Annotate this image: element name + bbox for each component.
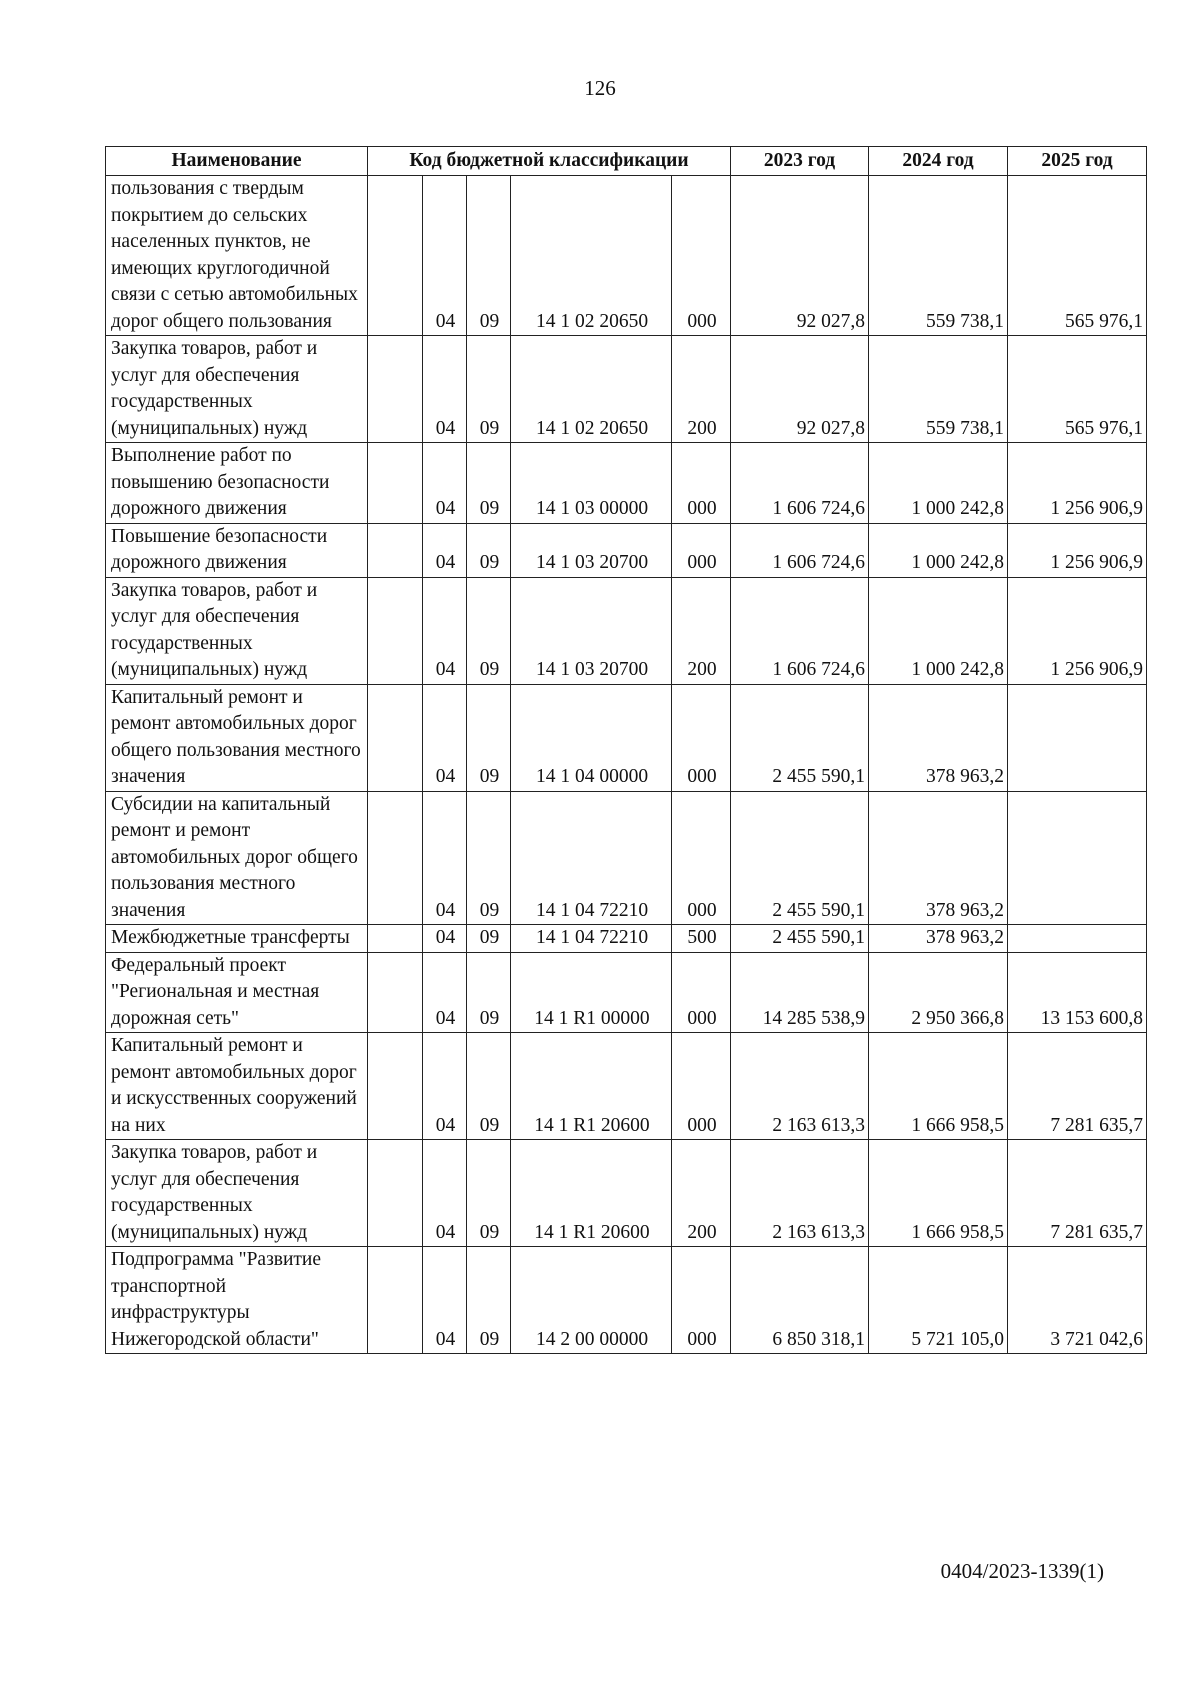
cell-code-blank	[368, 684, 423, 791]
table-row	[106, 952, 1147, 1033]
cell-code-blank	[368, 1033, 423, 1140]
cell-section: 04	[423, 952, 467, 1033]
cell-2024: 1 000 242,8	[869, 443, 1008, 524]
cell-2025	[1008, 684, 1147, 791]
cell-subsection: 09	[467, 1033, 511, 1140]
cell-name: Закупка товаров, работ и услуг для обеспечения государственных (муниципальных) нужд	[106, 336, 368, 443]
cell-2024: 378 963,2	[869, 791, 1008, 925]
header-code: Код бюджетной классификации	[368, 147, 731, 176]
cell-2025: 7 281 635,7	[1008, 1140, 1147, 1247]
cell-name: Капитальный ремонт и ремонт автомобильных дорог общего пользования местного значения	[106, 684, 368, 791]
cell-section: 04	[423, 176, 467, 336]
cell-expense-type: 000	[672, 1033, 731, 1140]
cell-2025: 1 256 906,9	[1008, 523, 1147, 577]
cell-2024: 1 000 242,8	[869, 523, 1008, 577]
cell-section: 04	[423, 925, 467, 953]
table-body	[106, 176, 1147, 1354]
table-row	[106, 443, 1147, 524]
table-row	[106, 925, 1147, 953]
cell-2024: 1 000 242,8	[869, 577, 1008, 684]
cell-name: Субсидии на капитальный ремонт и ремонт автомобильных дорог общего пользования местного значения	[106, 791, 368, 925]
cell-target-item: 14 1 03 00000	[511, 443, 672, 524]
cell-2024: 1 666 958,5	[869, 1033, 1008, 1140]
cell-2023: 2 163 613,3	[731, 1033, 869, 1140]
cell-2024: 378 963,2	[869, 684, 1008, 791]
cell-subsection: 09	[467, 952, 511, 1033]
cell-expense-type: 000	[672, 443, 731, 524]
cell-subsection: 09	[467, 176, 511, 336]
cell-2025: 565 976,1	[1008, 176, 1147, 336]
cell-code-blank	[368, 952, 423, 1033]
table-row	[106, 1247, 1147, 1354]
cell-2023: 1 606 724,6	[731, 523, 869, 577]
cell-expense-type: 000	[672, 1247, 731, 1354]
cell-target-item: 14 1 R1 20600	[511, 1140, 672, 1247]
table-row	[106, 176, 1147, 336]
cell-2023: 92 027,8	[731, 336, 869, 443]
cell-expense-type: 000	[672, 791, 731, 925]
table-row	[106, 523, 1147, 577]
header-2024: 2024 год	[869, 147, 1008, 176]
table-header-row	[106, 147, 1147, 176]
cell-code-blank	[368, 443, 423, 524]
cell-code-blank	[368, 1247, 423, 1354]
header-name: Наименование	[106, 147, 368, 176]
cell-2023: 92 027,8	[731, 176, 869, 336]
cell-2023: 2 163 613,3	[731, 1140, 869, 1247]
cell-section: 04	[423, 443, 467, 524]
cell-2023: 6 850 318,1	[731, 1247, 869, 1354]
cell-section: 04	[423, 791, 467, 925]
cell-expense-type: 000	[672, 952, 731, 1033]
cell-2025: 13 153 600,8	[1008, 952, 1147, 1033]
cell-name: Межбюджетные трансферты	[106, 925, 368, 953]
cell-target-item: 14 2 00 00000	[511, 1247, 672, 1354]
cell-section: 04	[423, 1140, 467, 1247]
cell-name: Закупка товаров, работ и услуг для обеспечения государственных (муниципальных) нужд	[106, 577, 368, 684]
cell-2023: 1 606 724,6	[731, 577, 869, 684]
cell-code-blank	[368, 925, 423, 953]
cell-2025: 1 256 906,9	[1008, 577, 1147, 684]
cell-name: пользования с твердым покрытием до сельских населенных пунктов, не имеющих круглогодичной связи с сетью автомобильных дорог общего пользования	[106, 176, 368, 336]
cell-2023: 2 455 590,1	[731, 925, 869, 953]
cell-2024: 559 738,1	[869, 176, 1008, 336]
cell-section: 04	[423, 1247, 467, 1354]
page-number: 126	[584, 76, 616, 100]
cell-name: Закупка товаров, работ и услуг для обеспечения государственных (муниципальных) нужд	[106, 1140, 368, 1247]
cell-2024: 559 738,1	[869, 336, 1008, 443]
cell-target-item: 14 1 R1 00000	[511, 952, 672, 1033]
cell-target-item: 14 1 03 20700	[511, 577, 672, 684]
cell-2025	[1008, 791, 1147, 925]
cell-expense-type: 500	[672, 925, 731, 953]
cell-subsection: 09	[467, 577, 511, 684]
cell-2023: 2 455 590,1	[731, 791, 869, 925]
cell-target-item: 14 1 02 20650	[511, 336, 672, 443]
cell-expense-type: 000	[672, 523, 731, 577]
table-row	[106, 791, 1147, 925]
cell-subsection: 09	[467, 684, 511, 791]
cell-subsection: 09	[467, 336, 511, 443]
cell-2024: 5 721 105,0	[869, 1247, 1008, 1354]
cell-expense-type: 200	[672, 336, 731, 443]
cell-2023: 14 285 538,9	[731, 952, 869, 1033]
header-2023: 2023 год	[731, 147, 869, 176]
cell-2025: 7 281 635,7	[1008, 1033, 1147, 1140]
cell-subsection: 09	[467, 1247, 511, 1354]
cell-code-blank	[368, 523, 423, 577]
cell-target-item: 14 1 02 20650	[511, 176, 672, 336]
cell-expense-type: 000	[672, 684, 731, 791]
cell-subsection: 09	[467, 1140, 511, 1247]
cell-target-item: 14 1 04 72210	[511, 791, 672, 925]
cell-subsection: 09	[467, 925, 511, 953]
cell-section: 04	[423, 684, 467, 791]
cell-target-item: 14 1 03 20700	[511, 523, 672, 577]
cell-name: Выполнение работ по повышению безопасности дорожного движения	[106, 443, 368, 524]
header-2025: 2025 год	[1008, 147, 1147, 176]
cell-2025	[1008, 925, 1147, 953]
table-row	[106, 1140, 1147, 1247]
cell-2024: 378 963,2	[869, 925, 1008, 953]
cell-code-blank	[368, 577, 423, 684]
cell-subsection: 09	[467, 443, 511, 524]
document-code: 0404/2023-1339(1)	[940, 1559, 1104, 1583]
cell-target-item: 14 1 04 00000	[511, 684, 672, 791]
table-row	[106, 684, 1147, 791]
table-row	[106, 577, 1147, 684]
cell-2024: 1 666 958,5	[869, 1140, 1008, 1247]
cell-2025: 3 721 042,6	[1008, 1247, 1147, 1354]
cell-section: 04	[423, 577, 467, 684]
cell-code-blank	[368, 336, 423, 443]
cell-2023: 1 606 724,6	[731, 443, 869, 524]
cell-code-blank	[368, 791, 423, 925]
cell-2025: 1 256 906,9	[1008, 443, 1147, 524]
cell-expense-type: 200	[672, 577, 731, 684]
cell-section: 04	[423, 336, 467, 443]
cell-subsection: 09	[467, 523, 511, 577]
cell-expense-type: 000	[672, 176, 731, 336]
cell-2025: 565 976,1	[1008, 336, 1147, 443]
cell-subsection: 09	[467, 791, 511, 925]
cell-2024: 2 950 366,8	[869, 952, 1008, 1033]
cell-section: 04	[423, 523, 467, 577]
cell-name: Федеральный проект "Региональная и местная дорожная сеть"	[106, 952, 368, 1033]
cell-name: Подпрограмма "Развитие транспортной инфраструктуры Нижегородской области"	[106, 1247, 368, 1354]
cell-2023: 2 455 590,1	[731, 684, 869, 791]
cell-code-blank	[368, 176, 423, 336]
cell-name: Капитальный ремонт и ремонт автомобильных дорог и искусственных сооружений на них	[106, 1033, 368, 1140]
cell-target-item: 14 1 04 72210	[511, 925, 672, 953]
cell-target-item: 14 1 R1 20600	[511, 1033, 672, 1140]
cell-code-blank	[368, 1140, 423, 1247]
cell-expense-type: 200	[672, 1140, 731, 1247]
budget-table	[105, 146, 1147, 1354]
cell-section: 04	[423, 1033, 467, 1140]
table-row	[106, 1033, 1147, 1140]
table-row	[106, 336, 1147, 443]
cell-name: Повышение безопасности дорожного движения	[106, 523, 368, 577]
